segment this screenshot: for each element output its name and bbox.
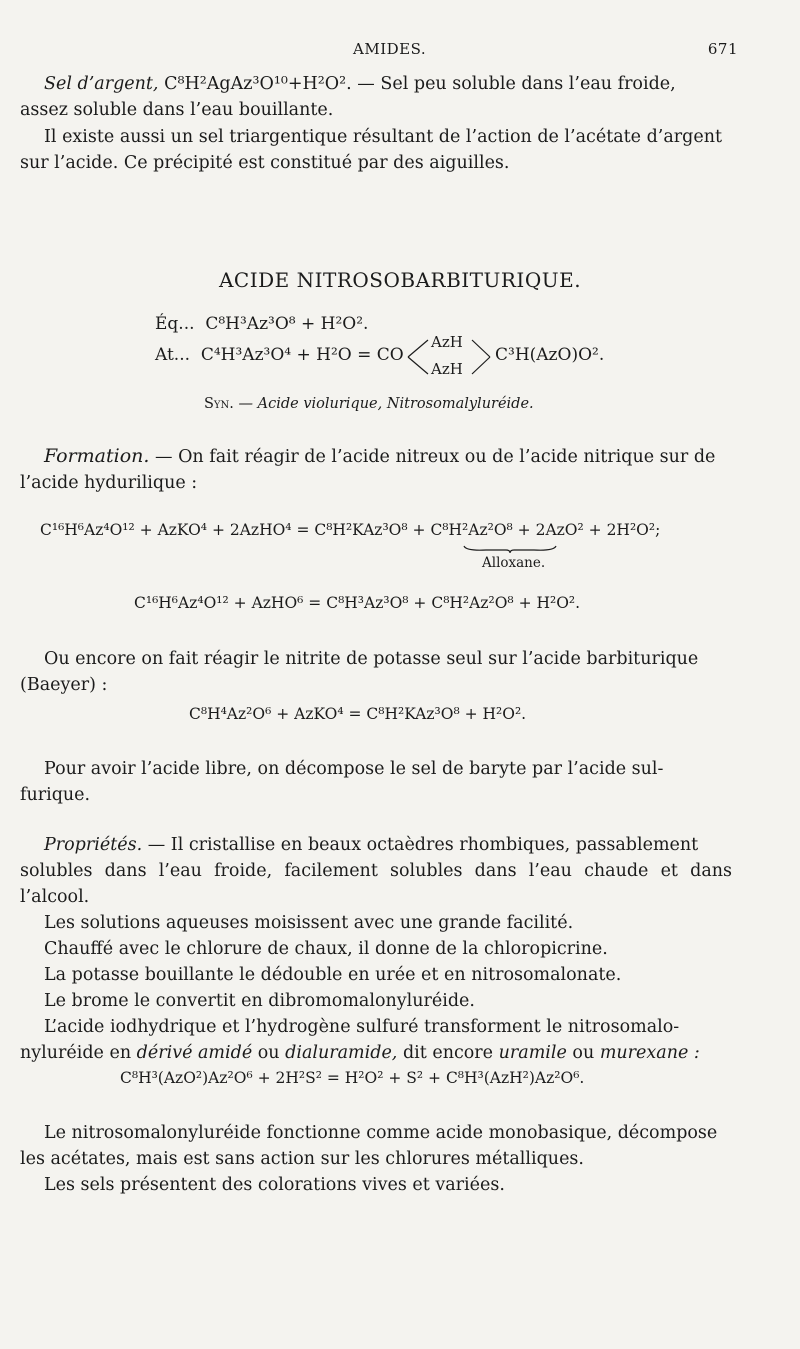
- term-derive-amide: dérivé amidé: [136, 1043, 253, 1063]
- term-uramile: uramile: [498, 1043, 567, 1063]
- proprietes-line-8: [20, 1040, 732, 1066]
- proprietes-line-4: Chauffé avec le chlorure de chaux, il donne de la chloropicrine.: [44, 939, 608, 959]
- equation-1: C¹⁶H⁶Az⁴O¹² + AzKO⁴ + 2AzHO⁴ = C⁸H²KAz³O⁸ + C⁸H²Az²O⁸ + 2AzO² + 2H²O²;: [40, 521, 661, 539]
- syn-text: — Acide violurique, Nitrosomalyluréide.: [238, 396, 534, 412]
- page-number: 671: [707, 40, 738, 58]
- formation-text-1: — On fait réagir de l’acide nitreux ou de l’acide nitrique sur de: [155, 447, 716, 467]
- eq-label: Éq...: [155, 314, 195, 334]
- formation-text-3: Ou encore on fait réagir le nitrite de potasse seul sur l’acide barbiturique: [44, 649, 699, 669]
- at-formula-left: C⁴H³Az³O⁴ + H²O = CO: [200, 345, 404, 365]
- synonyms-line: [204, 396, 534, 412]
- acide-libre-paragraph: [20, 756, 732, 808]
- triargentique-line-1: Il existe aussi un sel triargentique résultant de l’action de l’acétate d’argent: [44, 127, 723, 147]
- alloxane-label: Alloxane.: [482, 555, 546, 571]
- at-formula-right: C³H(AzO)O².: [495, 345, 605, 365]
- line-8-part-e: dit encore: [402, 1043, 494, 1063]
- at-line: [155, 345, 404, 385]
- branch-bottom-label: AzH: [431, 360, 463, 378]
- sel-argent-formula: C⁸H²AgAz³O¹⁰+H²O².: [164, 74, 352, 94]
- formation-text-6: furique.: [20, 785, 91, 805]
- sel-argent-label: Sel d’argent,: [44, 74, 159, 94]
- alloxane-brace: [462, 544, 558, 554]
- formation-paragraph: [20, 443, 732, 496]
- proprietes-line-3: Les solutions aqueuses moisissent avec une grande facilité.: [44, 913, 574, 933]
- line-8-part-g: ou: [572, 1043, 595, 1063]
- equation-4: C⁸H³(AzO²)Az²O⁶ + 2H²S² = H²O² + S² + C⁸H³(AzH²)Az²O⁶.: [120, 1069, 585, 1087]
- triargentique-line-2: sur l’acide. Ce précipité est constitué par des aiguilles.: [20, 153, 510, 173]
- triargentique-paragraph: [20, 124, 732, 176]
- sel-argent-text-2: assez soluble dans l’eau bouillante.: [20, 100, 334, 120]
- term-murexane: murexane :: [599, 1043, 700, 1063]
- show-through-text: [120, 175, 125, 193]
- proprietes-line-5: La potasse bouillante le dédouble en urée et en nitrosomalonate.: [44, 965, 622, 985]
- line-8-part-a: nyluréide en: [20, 1043, 132, 1063]
- proprietes-line-2: solubles dans l’eau froide, facilement solubles dans l’eau chaude et dans l’alcool.: [20, 861, 732, 907]
- equation-2: C¹⁶H⁶Az⁴O¹² + AzHO⁶ = C⁸H³Az³O⁸ + C⁸H²Az²O⁸ + H²O².: [134, 594, 581, 612]
- proprietes-paragraph: [20, 832, 732, 1066]
- eq-formula: C⁸H³Az³O⁸ + H²O².: [205, 314, 369, 334]
- syn-label: Syn.: [204, 396, 234, 412]
- proprietes-label: Propriétés.: [44, 835, 143, 855]
- formation-text-2: l’acide hydurilique :: [20, 473, 198, 493]
- proprietes-line-10: les acétates, mais est sans action sur les chlorures métalliques.: [20, 1149, 584, 1169]
- line-8-part-c: ou: [257, 1043, 280, 1063]
- proprietes-line-6: Le brome le convertit en dibromomalonyluréide.: [44, 991, 475, 1011]
- formation-text-5: Pour avoir l’acide libre, on décompose le sel de baryte par l’acide sul-: [44, 759, 664, 779]
- section-title: ACIDE NITROSOBARBITURIQUE.: [218, 268, 582, 292]
- at-label: At...: [155, 345, 191, 365]
- proprietes-line-7: L’acide iodhydrique et l’hydrogène sulfuré transforment le nitrosomalo-: [44, 1017, 680, 1037]
- eq-line: [155, 314, 368, 334]
- proprietes-line-1: — Il cristallise en beaux octaèdres rhombiques, passablement: [147, 835, 699, 855]
- proprietes-line-9: Le nitrosomalonyluréide fonctionne comme acide monobasique, décompose: [44, 1123, 718, 1143]
- barbiturique-paragraph: [20, 646, 732, 698]
- monobasique-paragraph: [20, 1120, 732, 1198]
- sel-argent-text: — Sel peu soluble dans l’eau froide,: [357, 74, 676, 94]
- formation-text-4: (Baeyer) :: [20, 675, 108, 695]
- formation-label: Formation.: [44, 445, 150, 467]
- sel-argent-paragraph: [20, 71, 732, 123]
- proprietes-line-11: Les sels présentent des colorations vives et variées.: [44, 1175, 505, 1195]
- term-dialuramide: dialuramide,: [285, 1043, 398, 1063]
- branch-top-label: AzH: [431, 333, 463, 351]
- equation-3: C⁸H⁴Az²O⁶ + AzKO⁴ = C⁸H²KAz³O⁸ + H²O².: [189, 705, 527, 723]
- running-title: AMIDES.: [353, 40, 427, 58]
